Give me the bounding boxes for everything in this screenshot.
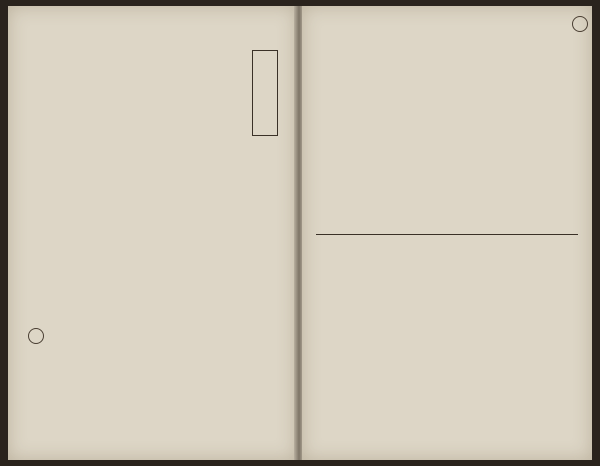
left-page-marker bbox=[28, 328, 44, 344]
right-page bbox=[302, 6, 592, 460]
member-list-heading-box bbox=[252, 50, 278, 136]
right-page-marker bbox=[572, 16, 588, 32]
section-divider bbox=[316, 234, 578, 235]
left-page bbox=[8, 6, 296, 460]
